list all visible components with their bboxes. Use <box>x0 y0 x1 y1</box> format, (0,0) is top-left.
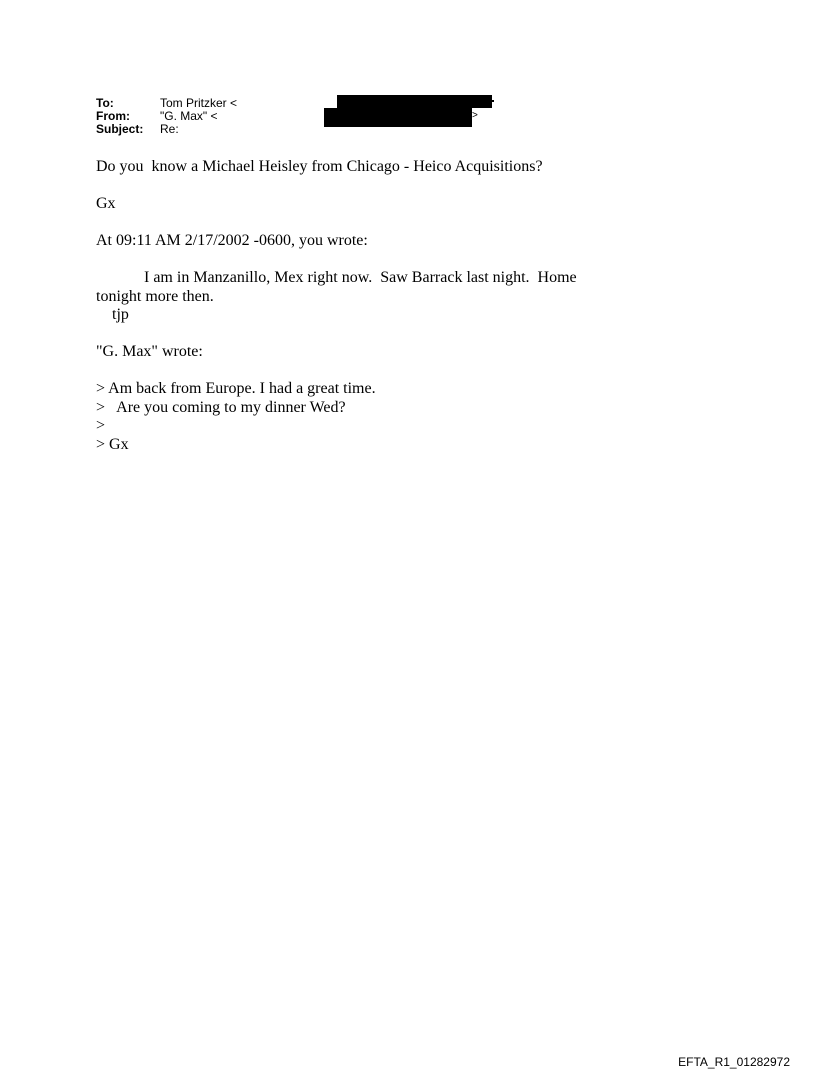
from-label: From: <box>96 109 130 123</box>
nested-line-3: > <box>96 417 106 434</box>
subject-label: Subject: <box>96 122 144 136</box>
quote-intro: At 09:11 AM 2/17/2002 -0600, you wrote: <box>96 232 368 249</box>
redaction-bar-to-tail <box>488 100 494 102</box>
email-header <box>96 96 478 136</box>
subject-value: Re: <box>160 122 179 136</box>
nested-line-1: > Am back from Europe. I had a great time. <box>96 380 376 397</box>
nested-line-4: > Gx <box>96 435 129 453</box>
document-id: EFTA_R1_01282972 <box>678 1055 790 1069</box>
redaction-bar-from <box>324 108 472 127</box>
subject-row <box>96 123 237 136</box>
email-body <box>96 158 656 454</box>
quoted-line-2: tonight more then. <box>96 287 214 305</box>
to-label: To: <box>96 96 114 110</box>
to-value: Tom Pritzker < <box>160 96 238 110</box>
body-question: Do you know a Michael Heisley from Chicago - Heico Acquisitions? <box>96 158 543 175</box>
quoted-signature: tjp <box>112 306 129 323</box>
body-signature: Gx <box>96 195 116 212</box>
nested-intro: "G. Max" wrote: <box>96 343 203 360</box>
from-close-bracket: > <box>472 110 478 121</box>
from-value: "G. Max" < <box>160 109 218 123</box>
quoted-line-1: I am in Manzanillo, Mex right now. Saw Barrack last night. Home <box>144 269 577 286</box>
redaction-bar-to <box>337 95 492 108</box>
nested-line-2: > Are you coming to my dinner Wed? <box>96 398 346 416</box>
